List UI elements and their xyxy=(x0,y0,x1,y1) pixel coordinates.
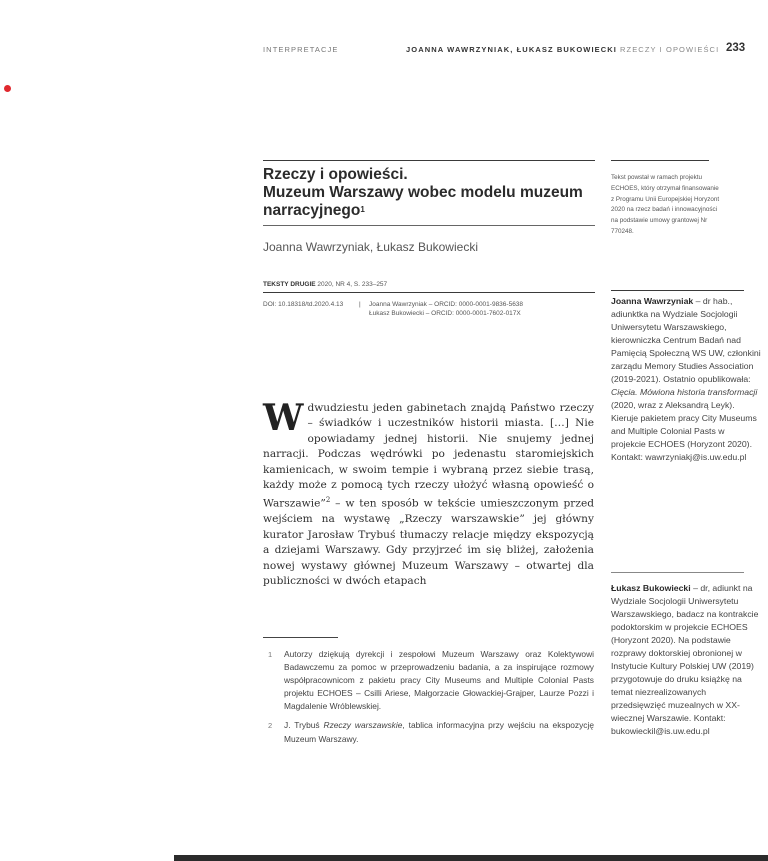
doi-link[interactable]: DOI: 10.18318/td.2020.4.13 xyxy=(263,301,344,308)
running-head-authors: JOANNA WAWRZYNIAK, ŁUKASZ BUKOWIECKI xyxy=(406,45,617,54)
body-text-part-2: – w ten sposób w tekście umieszczonym przed wejściem na wystawę „Rzeczy warszawskie” jej główny kurator Jarosław Trybuś tłumaczy relacje między ekspozycją a dziejami Warszawy. Gdy przyjrzeć im się bliżej, założenia nowej wystawy głównej Muzeum Warszawy – otwartej dla publiczności w dwóch etapach xyxy=(263,497,594,587)
bio2-top-rule xyxy=(611,572,744,573)
citation-rule xyxy=(263,292,595,293)
running-head-title: RZECZY I OPOWIEŚCI xyxy=(620,45,720,54)
red-marker-dot xyxy=(4,85,11,92)
sidebar-top-rule xyxy=(611,160,709,161)
bio-text-continued: (2020, wraz z Aleksandrą Leyk). Kieruje pakietem pracy City Museums and Multiple Colonial Pasts w projekcie ECHOES (Horyzont 2020). Kontakt: wawrzyniakj@is.uw.edu.pl xyxy=(611,400,757,462)
footnote-text-continued: , tablica informacyjna przy wejściu na ekspozycję Muzeum Warszawy. xyxy=(284,720,594,744)
author-bio-wawrzyniak xyxy=(611,295,761,464)
article-authors: Joanna Wawrzyniak, Łukasz Bukowiecki xyxy=(263,240,478,254)
bio-text: – dr, adiunkt na Wydziale Socjologii Uniwersytetu Warszawskiego, badacz na kontrakcie podoktorskim w projekcie ECHOES (Horyzont 2020). Na podstawie rozprawy doktorskiej obronionej w Instytucie Kultury Polskiej UW (2019) przygotowuje do druku książkę na temat niezrealizowanych przedsięwzięć muzealnych w XX-wiecznej Warszawie. Kontakt: bukowieckil@is.uw.edu.pl xyxy=(611,583,759,736)
orcid-wawrzyniak[interactable]: Joanna Wawrzyniak – ORCID: 0000-0001-9836-5638 xyxy=(369,301,524,308)
footnote-2 xyxy=(263,719,594,745)
footnote-italic-title: Rzeczy warszawskie xyxy=(323,720,403,731)
article-body xyxy=(263,397,594,589)
footnotes xyxy=(263,648,594,752)
title-line-2: Muzeum Warszawy wobec modelu muzeum narracyjnego xyxy=(263,184,583,219)
doi-separator: | xyxy=(359,301,361,308)
bio-name: Joanna Wawrzyniak xyxy=(611,296,694,306)
bio-text: – dr hab., adiunktka na Wydziale Socjologii Uniwersytetu Warszawskiego, kierowniczka Centrum Badań nad Pamięcią Społeczną WS UW, członkini zarządu Memory Studies Association (2019-2021). Ostatnio opublikowała: xyxy=(611,296,761,384)
bio-name: Łukasz Bukowiecki xyxy=(611,583,691,593)
running-head-section: INTERPRETACJE xyxy=(263,45,339,54)
journal-name: TEKSTY DRUGIE xyxy=(263,281,316,288)
article-title xyxy=(263,166,603,220)
footnote-separator xyxy=(263,637,338,638)
footnote-1 xyxy=(263,648,594,713)
bio-publication-title: Cięcia. Mówiona historia transformacji xyxy=(611,387,758,397)
footnote-number: 1 xyxy=(268,650,273,659)
journal-citation xyxy=(263,281,387,288)
footnote-text: Autorzy dziękują dyrekcji i zespołowi Muzeum Warszawy oraz Kolektywowi Badawczemu za pomoc w przeprowadzeniu badania, a za inspirujące rozmowy współpracownicom z pakietu pracy City Museums and Multiple Colonial Pasts projektu ECHOES – Csilli Ariese, Małgorzacie Głowackiej-Grajper, Laurze Pozzi i Magdalenie Wróblewskiej. xyxy=(284,649,594,712)
title-line-1: Rzeczy i opowieści. xyxy=(263,166,408,183)
body-footnote-mark[interactable]: 2 xyxy=(325,496,331,505)
journal-details: 2020, NR 4, S. 233–257 xyxy=(315,281,388,288)
page-number: 233 xyxy=(726,42,746,54)
orcid-bukowiecki[interactable]: Łukasz Bukowiecki – ORCID: 0000-0001-7602-017X xyxy=(369,310,521,317)
bio1-top-rule xyxy=(611,290,744,291)
bottom-bar xyxy=(174,855,768,861)
title-footnote-mark[interactable]: 1 xyxy=(360,205,365,214)
title-bottom-rule xyxy=(263,225,595,226)
running-head xyxy=(263,43,755,57)
author-bio-bukowiecki xyxy=(611,582,761,738)
footnote-number: 2 xyxy=(268,721,273,731)
body-text-part-1: dwudziestu jeden gabinetach znajdą Państwo rzeczy – świadków i uczestników historii miasta. […] Nie opowiadamy jednej historii. Nie snujemy jednej narracji. Podczas wędrówki po jedenastu staromiejskich kamienicach, w swoim tempie i wybraną przez siebie trasą, każdy może z pomocą tych rzeczy ułożyć własną opowieść o Warszawie” xyxy=(263,402,594,510)
title-top-rule xyxy=(263,160,595,161)
drop-cap: W xyxy=(263,397,304,439)
funding-note: Tekst powstał w ramach projektu ECHOES, który otrzymał finansowanie z Programu Unii Europejskiej Horyzont 2020 na rzecz badań i innowacyjności na podstawie umowy grantowej Nr 770248. xyxy=(611,174,720,235)
footnote-text: J. Trybuś xyxy=(284,720,324,731)
